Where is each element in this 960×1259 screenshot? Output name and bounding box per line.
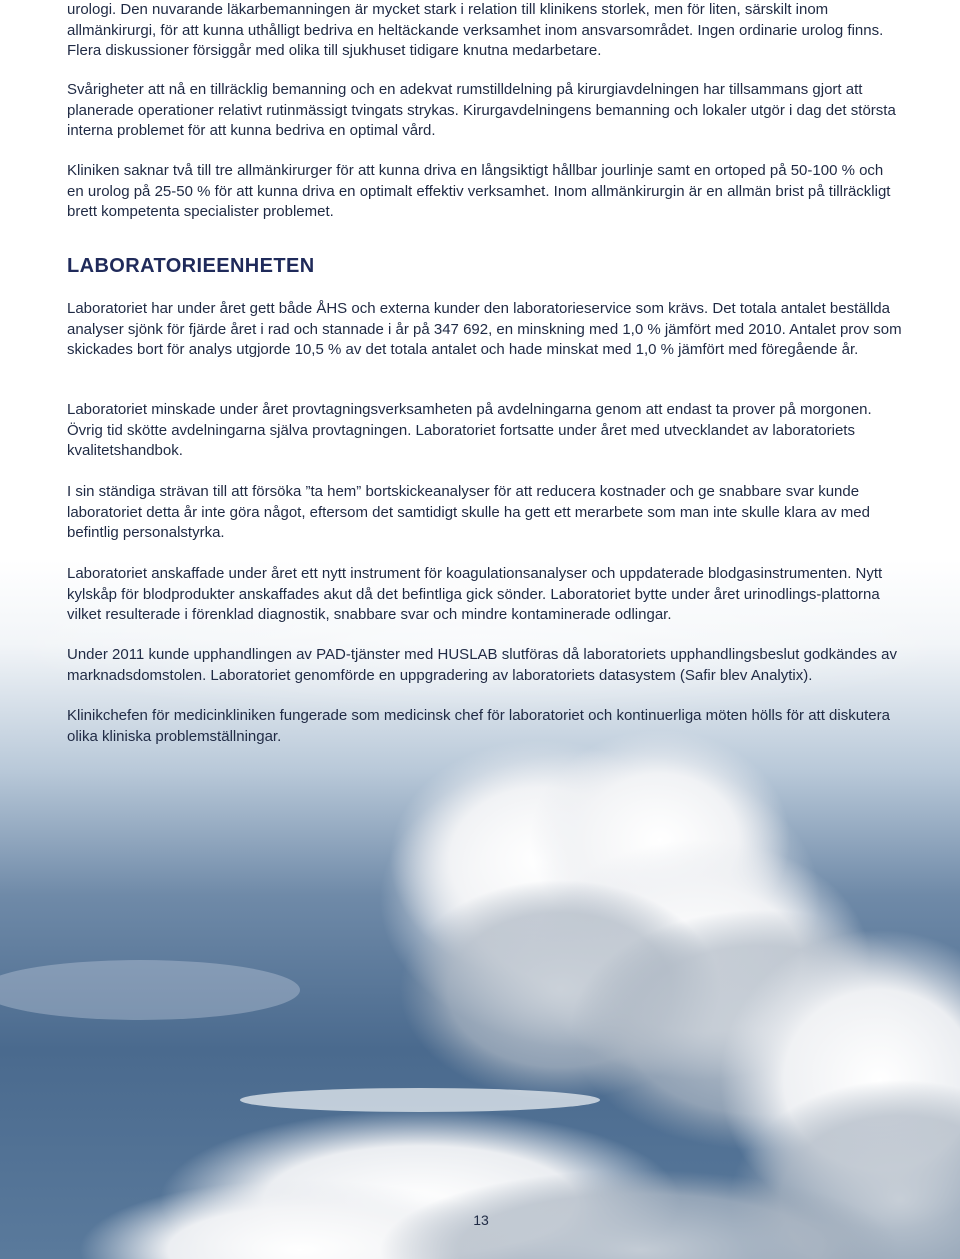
paragraph-surgeons-needed: Kliniken saknar två till tre allmänkirurger för att kunna driva en långsiktigt hållbar jourlinje samt en ortoped på 50-100 % och en urolog på 25-50 % för att kunna driva en optimalt effektiv verksamhet. Inom allmänkirurgin är en allmän brist på tillräckligt brett kompetenta specialister problemet. xyxy=(67,162,891,220)
paragraph-lab-instruments: Laboratoriet anskaffade under året ett nytt instrument för koagulationsanalyser och uppdaterade blodgasinstrumenten. Nytt kylskåp för blodprodukter anskaffades akut då det befintliga gick sönder. Laboratoriet bytte under året urinodlings-plattorna vilket resulterade i förenklad diagnostik, snabbare svar och mindre kontaminerade odlingar. xyxy=(67,565,883,623)
paragraph-lab-procurement: Under 2011 kunde upphandlingen av PAD-tjänster med HUSLAB slutföras då laboratoriets upphandlingsbeslut godkändes av marknadsdomstolen. Laboratoriet genomförde en uppgradering av laboratoriets datasystem (Safir blev Analytix). xyxy=(67,646,897,684)
paragraph-lab-sampling: Laboratoriet minskade under året provtagningsverksamheten på avdelningarna genom att endast ta prover på morgonen. Övrig tid skötte avdelningarna själva provtagningen. Laboratoriet fortsatte under året med utvecklandet av laboratoriets kvalitetshandbok. xyxy=(67,401,872,459)
paragraph-lab-send-away: I sin ständiga strävan till att försöka ”ta hem” bortskickeanalyser för att reducera kostnader och ge snabbare svar kunde laboratoriet detta år inte göra något, eftersom det samtidigt skulle ha gett ett merarbete som man inte skulle klara av med befintlig personalstyrka. xyxy=(67,483,870,541)
page-number: 13 xyxy=(473,1212,489,1228)
paragraph-lab-chief: Klinikchefen för medicinkliniken fungerade som medicinsk chef för laboratoriet och kontinuerliga möten hölls för att diskutera olika kliniska problemställningar. xyxy=(67,707,890,745)
paragraph-urology: urologi. Den nuvarande läkarbemanningen är mycket stark i relation till klinikens storlek, men för liten, särskilt inom allmänkirurgi, för att kunna uthålligt bedriva en heltäckande verksamhet inom ansvarsområdet. Ingen ordinarie urolog finns. Flera diskussioner försiggår med olika till sjukhuset tidigare knutna medarbetare. xyxy=(67,1,884,59)
paragraph-surgery-staffing: Svårigheter att nå en tillräcklig bemanning och en adekvat rumstilldelning på kirurgiavdelningen har tillsammans gjort att planerade operationer relativt rutinmässigt tvingats strykas. Kirurgavdelningens bemanning och lokaler utgör i dag det största interna problemet för att kunna bedriva en optimal vård. xyxy=(67,81,896,139)
section-heading-laboratory: LABORATORIEENHETEN xyxy=(67,255,315,277)
paragraph-lab-analyses: Laboratoriet har under året gett både ÅHS och externa kunder den laboratorieservice som krävs. Det totala antalet beställda analyser sjönk för fjärde året i rad och stannade i år på 347 692, en minskning med 1,0 % jämfört med 2010. Antalet prov som skickades bort för analys utgjorde 10,5 % av det totala antalet och hade minskat med 1,0 % jämfört med föregående år. xyxy=(67,300,902,358)
